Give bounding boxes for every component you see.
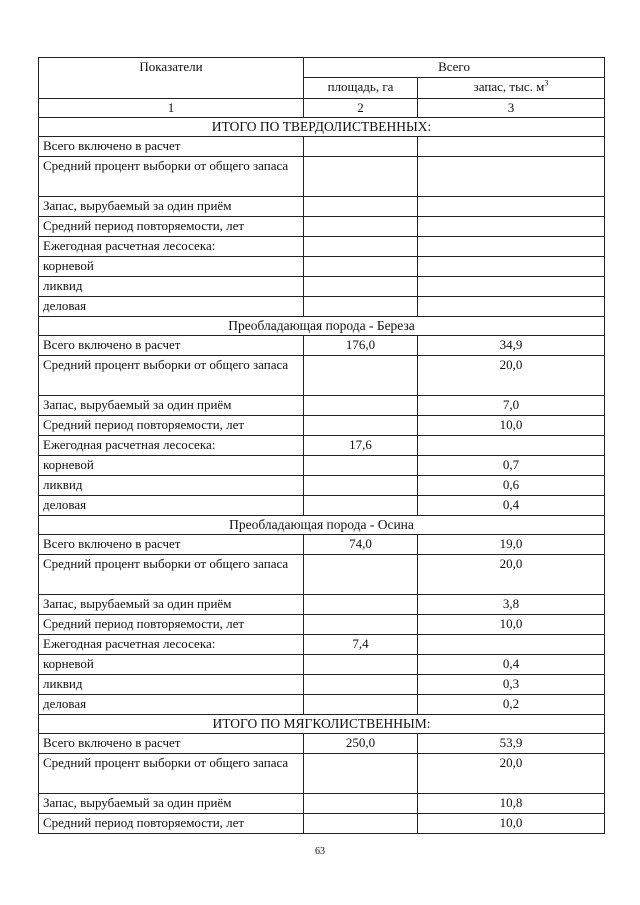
stock-value: [418, 297, 605, 317]
table-row: [39, 615, 605, 635]
table-row: [39, 456, 605, 476]
table-row: [39, 336, 605, 356]
area-value: [304, 555, 418, 595]
area-value: [304, 416, 418, 436]
stock-value: 3,8: [418, 595, 605, 615]
table-row: [39, 217, 605, 237]
row-label: деловая: [39, 297, 304, 317]
stock-value: 10,8: [418, 794, 605, 814]
row-label: корневой: [39, 655, 304, 675]
table-row: [39, 257, 605, 277]
table-row: [39, 476, 605, 496]
section-header-row: [39, 118, 605, 137]
table-row: [39, 675, 605, 695]
stock-value: 0,6: [418, 476, 605, 496]
stock-value: 20,0: [418, 754, 605, 794]
area-value: [304, 356, 418, 396]
table-row: [39, 535, 605, 555]
table-row: [39, 734, 605, 754]
stock-value: 20,0: [418, 356, 605, 396]
area-value: [304, 197, 418, 217]
row-label: Запас, вырубаемый за один приём: [39, 794, 304, 814]
area-value: 7,4: [304, 635, 418, 655]
row-label: Ежегодная расчетная лесосека:: [39, 436, 304, 456]
area-value: [304, 675, 418, 695]
stock-value: 10,0: [418, 615, 605, 635]
area-value: [304, 794, 418, 814]
section-title: ИТОГО ПО ТВЕРДОЛИСТВЕННЫХ:: [39, 118, 605, 137]
table-row: [39, 655, 605, 675]
area-value: [304, 496, 418, 516]
row-label: Средний процент выборки от общего запаса: [39, 555, 304, 595]
table-row: [39, 197, 605, 217]
area-value: [304, 396, 418, 416]
row-label: Средний процент выборки от общего запаса: [39, 157, 304, 197]
row-label: Запас, вырубаемый за один приём: [39, 396, 304, 416]
column-number-2: 2: [304, 99, 418, 118]
stock-value: [418, 137, 605, 157]
stock-value: 7,0: [418, 396, 605, 416]
area-value: [304, 217, 418, 237]
area-value: [304, 456, 418, 476]
area-value: [304, 277, 418, 297]
row-label: Средний период повторяемости, лет: [39, 416, 304, 436]
area-value: [304, 595, 418, 615]
area-value: 17,6: [304, 436, 418, 456]
stock-value: [418, 257, 605, 277]
table-row: [39, 635, 605, 655]
header-total: Всего: [304, 58, 605, 78]
table-row: [39, 814, 605, 834]
area-value: [304, 695, 418, 715]
column-number-1: 1: [39, 99, 304, 118]
header-indicators: Показатели: [39, 58, 304, 99]
table-row: [39, 416, 605, 436]
section-header-row: [39, 516, 605, 535]
area-value: [304, 257, 418, 277]
table-row: [39, 695, 605, 715]
row-label: Ежегодная расчетная лесосека:: [39, 237, 304, 257]
forest-stock-table: [38, 57, 605, 834]
stock-value: [418, 157, 605, 197]
stock-value: 19,0: [418, 535, 605, 555]
row-label: Средний процент выборки от общего запаса: [39, 754, 304, 794]
stock-value: 0,3: [418, 675, 605, 695]
area-value: [304, 137, 418, 157]
area-value: [304, 655, 418, 675]
area-value: 74,0: [304, 535, 418, 555]
row-label: Средний период повторяемости, лет: [39, 217, 304, 237]
row-label: Средний процент выборки от общего запаса: [39, 356, 304, 396]
table-row: [39, 595, 605, 615]
row-label: Запас, вырубаемый за один приём: [39, 595, 304, 615]
header-row-1: [39, 58, 605, 78]
row-label: Запас, вырубаемый за один приём: [39, 197, 304, 217]
stock-value: 53,9: [418, 734, 605, 754]
area-value: [304, 237, 418, 257]
row-label: ликвид: [39, 675, 304, 695]
table-row: [39, 137, 605, 157]
area-value: [304, 297, 418, 317]
section-title: Преобладающая порода - Осина: [39, 516, 605, 535]
row-label: Всего включено в расчет: [39, 336, 304, 356]
row-label: деловая: [39, 695, 304, 715]
area-value: 176,0: [304, 336, 418, 356]
stock-value: [418, 635, 605, 655]
stock-value: 10,0: [418, 416, 605, 436]
stock-value: [418, 237, 605, 257]
section-header-row: [39, 317, 605, 336]
row-label: Средний период повторяемости, лет: [39, 814, 304, 834]
row-label: Ежегодная расчетная лесосека:: [39, 635, 304, 655]
row-label: корневой: [39, 456, 304, 476]
area-value: [304, 157, 418, 197]
row-label: корневой: [39, 257, 304, 277]
section-header-row: [39, 715, 605, 734]
table-row: [39, 297, 605, 317]
table-row: [39, 555, 605, 595]
page-number: 63: [315, 846, 325, 857]
column-number-3: 3: [418, 99, 605, 118]
header-stock: запас, тыс. $м^3$: [418, 78, 605, 99]
table-row: [39, 237, 605, 257]
stock-value: [418, 197, 605, 217]
row-label: Всего включено в расчет: [39, 137, 304, 157]
stock-value: [418, 277, 605, 297]
stock-value: [418, 436, 605, 456]
header-area: площадь, га: [304, 78, 418, 99]
table-row: [39, 396, 605, 416]
stock-value: 0,4: [418, 655, 605, 675]
area-value: [304, 814, 418, 834]
section-title: Преобладающая порода - Береза: [39, 317, 605, 336]
stock-value: [418, 217, 605, 237]
row-label: деловая: [39, 496, 304, 516]
stock-value: 0,2: [418, 695, 605, 715]
area-value: 250,0: [304, 734, 418, 754]
table-row: [39, 496, 605, 516]
column-numbers-row: [39, 99, 605, 118]
stock-value: 10,0: [418, 814, 605, 834]
area-value: [304, 615, 418, 635]
row-label: ликвид: [39, 476, 304, 496]
stock-value: 34,9: [418, 336, 605, 356]
row-label: ликвид: [39, 277, 304, 297]
stock-value: 0,7: [418, 456, 605, 476]
row-label: Всего включено в расчет: [39, 734, 304, 754]
section-title: ИТОГО ПО МЯГКОЛИСТВЕННЫМ:: [39, 715, 605, 734]
table-row: [39, 794, 605, 814]
row-label: Средний период повторяемости, лет: [39, 615, 304, 635]
area-value: [304, 476, 418, 496]
table-row: [39, 754, 605, 794]
stock-value: 20,0: [418, 555, 605, 595]
table-row: [39, 356, 605, 396]
stock-value: 0,4: [418, 496, 605, 516]
table-row: [39, 277, 605, 297]
row-label: Всего включено в расчет: [39, 535, 304, 555]
table-row: [39, 157, 605, 197]
area-value: [304, 754, 418, 794]
table-row: [39, 436, 605, 456]
